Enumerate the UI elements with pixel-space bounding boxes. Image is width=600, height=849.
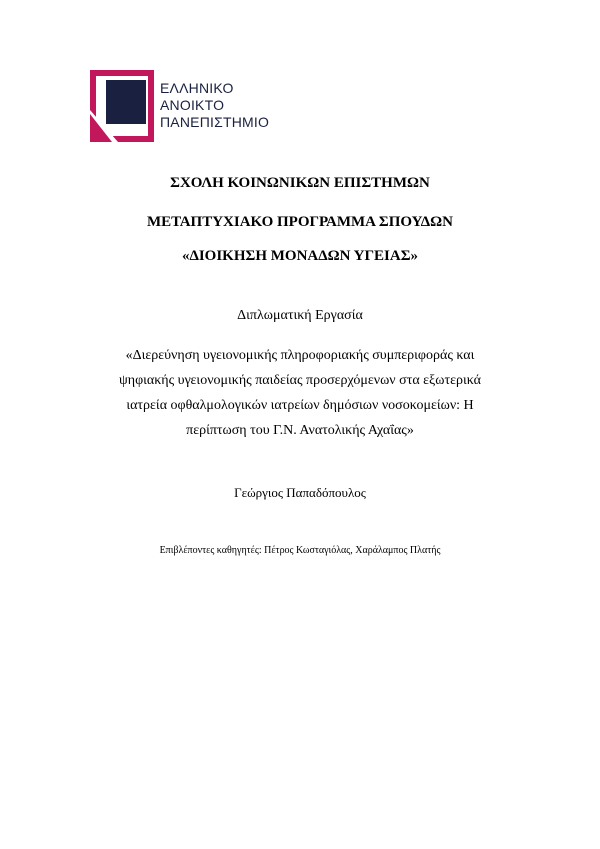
thesis-title-line: «Διερεύνηση υγειονομικής πληροφοριακής συμπεριφοράς και — [125, 348, 475, 363]
logo-line-2: ΑΝΟΙΚΤΟ — [160, 97, 225, 113]
author-name: Γεώργιος Παπαδόπουλος — [234, 485, 366, 500]
document-type: Διπλωματική Εργασία — [237, 308, 363, 323]
thesis-title-line: περίπτωση του Γ.Ν. Ανατολικής Αχαΐας» — [186, 423, 414, 438]
thesis-title — [90, 343, 510, 443]
logo-text — [160, 80, 269, 131]
university-logo-icon — [90, 70, 154, 142]
university-logo — [90, 70, 290, 142]
thesis-title-line: ιατρεία οφθαλμολογικών ιατρείων δημόσιων νοσοκομείων: Η — [126, 398, 474, 413]
program-heading: ΜΕΤΑΠΤΥΧΙΑΚΟ ΠΡΟΓΡΑΜΜΑ ΣΠΟΥΔΩΝ — [147, 214, 453, 230]
logo-line-1: ΕΛΛΗΝΙΚΟ — [160, 80, 234, 96]
thesis-title-line: ψηφιακής υγειονομικής παιδείας προσερχόμενων στα εξωτερικά — [118, 373, 482, 388]
school-heading: ΣΧΟΛΗ ΚΟΙΝΩΝΙΚΩΝ ΕΠΙΣΤΗΜΩΝ — [170, 175, 430, 191]
logo-line-3: ΠΑΝΕΠΙΣΤΗΜΙΟ — [160, 114, 270, 130]
supervisors: Επιβλέποντες καθηγητές: Πέτρος Κωσταγιόλας, Χαράλαμπος Πλατής — [159, 545, 441, 556]
specialization-heading: «ΔΙΟΙΚΗΣΗ ΜΟΝΑΔΩΝ ΥΓΕΙΑΣ» — [181, 248, 419, 264]
